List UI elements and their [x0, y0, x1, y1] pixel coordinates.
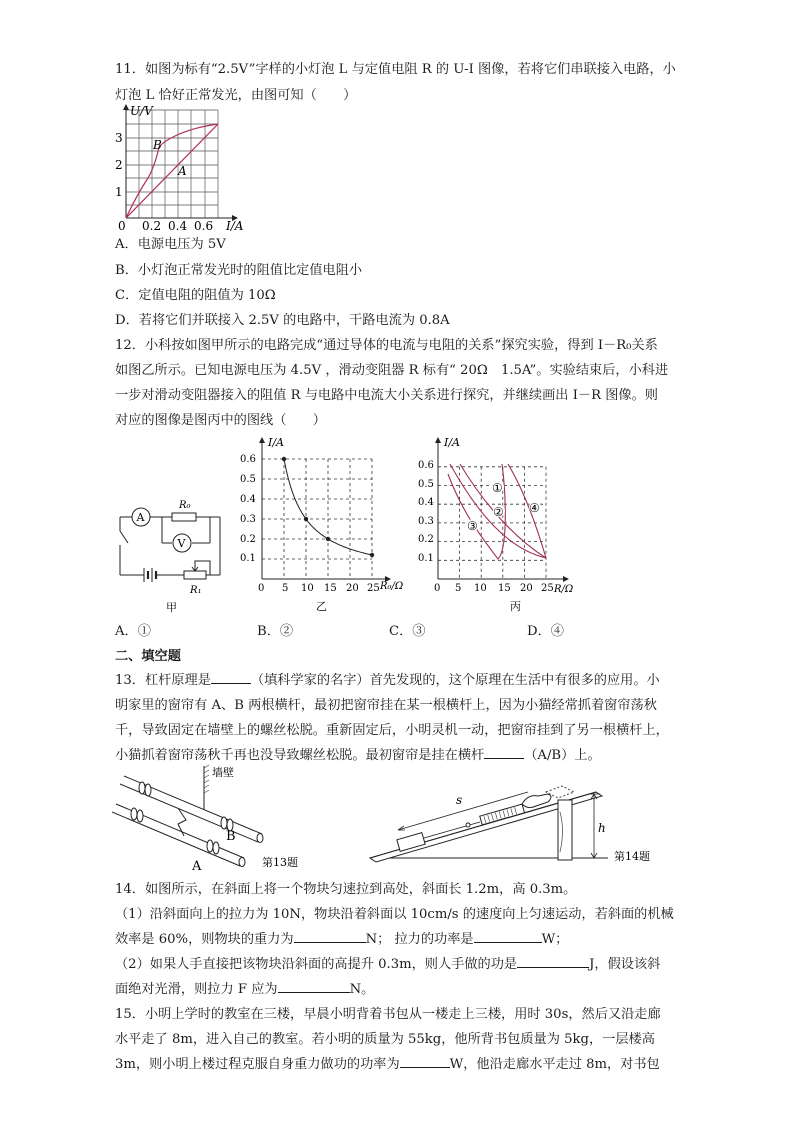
q14-blank-force[interactable]: [278, 978, 350, 993]
q13-line1-pre: 13．杠杆原理是: [115, 673, 211, 688]
q12-yi-x-tick: 15: [324, 583, 337, 594]
q13-rod-b-label: B: [226, 829, 236, 844]
q11-x-tick-06: 0.6: [194, 219, 214, 233]
q12-ammeter-label: A: [136, 511, 145, 524]
q12-yi-point: [326, 537, 330, 541]
q11-option-b: B．小灯泡正常发光时的阻值比定值电阻小: [115, 263, 363, 278]
q14-line3: [115, 928, 568, 947]
q11-stem-line2: 灯泡 L 恰好正常发光，由图可知（ ）: [115, 88, 357, 103]
q12-option-b: B．②: [257, 624, 294, 639]
q12-yi-point: [304, 517, 308, 521]
q14-h-label: h: [598, 821, 606, 835]
q11-y-axis-label: U/V: [130, 104, 153, 118]
q12-yi-x-tick: 10: [301, 583, 314, 594]
q12-stem-line4: 对应的图像是图丙中的图线（ ）: [115, 413, 326, 428]
q13-line3: 千，导致固定在墙壁上的螺丝松脱。重新固定后，小明灵机一动，把窗帘挂到了另一根横杆上，: [115, 723, 669, 738]
q13-wall-label: 墙壁: [212, 766, 234, 779]
q12-bing-x-tick: 25: [541, 583, 554, 594]
q13-line4: [115, 744, 601, 763]
q12-yi-x-tick: 25: [367, 583, 380, 594]
q12-bing-y-tick: 0.3: [418, 516, 434, 527]
q12-voltmeter-label: V: [177, 537, 186, 550]
q12-yi-y-tick: 0.5: [240, 474, 256, 485]
q13-line1-post: （填科学家的名字）首先发现的，这个原理在生活中有很多的应用。小: [250, 673, 660, 688]
q13-line2: 明家里的窗帘有 A、B 两根横杆，最初把窗帘挂在某一根横杆上，因为小猫经常抓着窗帘荡秋: [115, 698, 657, 713]
q14-blank-work[interactable]: [517, 953, 589, 968]
q11-x-tick-02: 0.2: [142, 219, 162, 233]
q14-line2: （1）沿斜面向上的拉力为 10N，物块沿着斜面以 10cm/s 的速度向上匀速运动，若斜面的机械: [115, 907, 674, 922]
q14-line3-pre: 效率是 60%，则物块的重力为: [115, 932, 294, 947]
q14-s-label: s: [456, 793, 463, 807]
q12-caption-bing: 丙: [510, 600, 521, 613]
q12-bing-label-4: ④: [529, 501, 540, 515]
q12-stem-line2: 如图乙所示。已知电源电压为 4.5V ，滑动变阻器 R 标有“ 20Ω 1.5A”。实验结束后，小科进: [115, 363, 669, 378]
q14-line1: 14．如图所示，在斜面上将一个物块匀速拉到高处，斜面长 1.2m，高 0.3m。: [115, 882, 577, 897]
q13-rod-a-label: A: [192, 859, 202, 872]
q12-option-c: C．③: [389, 624, 426, 639]
q15-line3: [115, 1053, 660, 1072]
q14-blank-gravity[interactable]: [294, 928, 366, 943]
q13-rod-b: [120, 776, 263, 843]
q13-curtain-rods-figure: [112, 762, 322, 872]
q12-bing-x-tick: 15: [498, 583, 511, 594]
q14-line3-post: W；: [541, 932, 569, 947]
q12-r0-label: R₀: [179, 500, 191, 511]
q12-option-d: D．④: [527, 624, 564, 639]
q12-yi-y-axis-label: I/A: [268, 436, 284, 449]
q12-bing-y-axis-label: I/A: [444, 436, 460, 449]
q12-yi-y-tick: 0.4: [240, 494, 256, 505]
q11-option-d: D．若将它们并联接入 2.5V 的电路中，干路电流为 0.8A: [115, 313, 450, 328]
q14-blank-power[interactable]: [474, 928, 542, 943]
q12-yi-x-tick: 0: [258, 583, 265, 594]
q12-graph-bing: [418, 434, 598, 614]
q12-option-a: A．①: [115, 624, 151, 639]
q12-yi-y-tick: 0.2: [240, 534, 256, 545]
q15-line3-post: W，他沿走廊水平走过 8m，对书包: [449, 1057, 660, 1072]
q14-hand: [522, 794, 551, 808]
q12-bing-y-tick: 0.1: [418, 553, 434, 564]
q12-bing-y-tick: 0.5: [418, 479, 434, 490]
q12-yi-y-tick: 0.1: [240, 553, 256, 564]
q11-y-tick-2: 2: [115, 158, 123, 172]
q14-line4: [115, 953, 660, 972]
q12-caption-jia: 甲: [166, 601, 177, 614]
q11-x-tick-0: 0: [118, 219, 126, 233]
q15-line3-pre: 3m，则小明上楼过程克服自身重力做功的功率为: [115, 1057, 400, 1072]
q12-yi-x-tick: 20: [346, 583, 359, 594]
q11-x-tick-04: 0.4: [168, 219, 188, 233]
q12-yi-x-tick: 5: [282, 583, 289, 594]
q11-x-axis-label: I/A: [226, 219, 244, 233]
q15-line2: 水平走了 8m，进入自己的教室。若小明的质量为 55kg，他所背书包质量为 5kg，一层楼高: [115, 1032, 655, 1047]
q12-resistor-r0: [172, 513, 196, 521]
q11-y-tick-3: 3: [115, 131, 123, 145]
q11-label-b: B: [153, 138, 162, 152]
q13-figure-caption: 第13题: [262, 856, 298, 869]
q12-battery: [144, 568, 156, 582]
q12-bing-y-tick: 0.2: [418, 534, 434, 545]
q12-bing-label-2: ②: [493, 505, 504, 519]
q12-bing-x-tick: 0: [434, 583, 441, 594]
q11-option-a: A．电源电压为 5V: [115, 237, 226, 252]
q14-line5-post: N。: [349, 982, 375, 997]
q12-yi-y-tick: 0.3: [240, 514, 256, 525]
q13-line4-post: （A/B）上。: [524, 748, 601, 763]
q12-bing-label-3: ③: [467, 519, 478, 533]
q14-figure-caption: 第14题: [614, 850, 650, 863]
q14-line5-pre: 面绝对光滑，则拉力 F 应为: [115, 982, 278, 997]
q12-bing-x-tick: 10: [474, 583, 487, 594]
q14-line4-pre: （2）如果人手直接把该物块沿斜面的高提升 0.3m，则人手做的功是: [115, 957, 518, 972]
q12-stem-line1: 12．小科按如图甲所示的电路完成“通过导体的电流与电阻的关系”探究实验，得到 I－R₀关系: [115, 338, 658, 353]
q14-line5: [115, 978, 374, 997]
q12-yi-y-tick: 0.6: [240, 454, 256, 465]
q12-yi-x-axis-label: R₀/Ω: [380, 581, 404, 592]
q12-stem-line3: 一步对滑动变阻器接入的阻值 R 与电路中电流大小关系进行探究，并继续画出 I－R 图像。则: [115, 388, 658, 403]
q12-caption-yi: 乙: [316, 600, 327, 613]
q12-options: [115, 620, 685, 642]
q12-bing-x-tick: 20: [520, 583, 533, 594]
q12-graph-yi: [240, 434, 415, 614]
q13-blank-bar[interactable]: [484, 744, 524, 759]
q11-label-a: A: [178, 164, 187, 178]
q11-stem-line1: 11．如图为标有“2.5V”字样的小灯泡 L 与定值电阻 R 的 U-I 图像，若将它们串联接入电路，小: [115, 62, 676, 77]
q14-incline-figure: [368, 772, 688, 870]
q12-bing-label-1: ①: [492, 481, 503, 495]
q12-yi-point: [282, 457, 286, 461]
q11-y-tick-1: 1: [115, 185, 123, 199]
q12-yi-point: [370, 553, 374, 557]
q12-bing-x-tick: 5: [455, 583, 462, 594]
q12-circuit-diagram: [112, 495, 237, 615]
q13-line1: [115, 669, 660, 688]
q12-bing-x-axis-label: R/Ω: [554, 584, 574, 595]
q15-line1: 15．小明上学时的教室在三楼，早晨小明背着书包从一楼走上三楼，用时 30s，然后又沿走廊: [115, 1007, 661, 1022]
q14-line4-post: J，假设该斜: [589, 957, 661, 972]
q11-ui-graph: [112, 103, 252, 233]
q12-bing-y-tick: 0.4: [418, 497, 434, 508]
q11-option-c: C．定值电阻的阻值为 10Ω: [115, 288, 276, 303]
q15-blank-power[interactable]: [400, 1053, 450, 1068]
section-title: 二、填空题: [115, 649, 181, 664]
q12-bing-y-tick: 0.6: [418, 460, 434, 471]
q12-rheostat-r1: [184, 571, 206, 579]
q14-line3-mid: N； 拉力的功率是: [365, 932, 474, 947]
q13-blank-scientist[interactable]: [211, 669, 251, 684]
q13-line4-pre: 小猫抓着窗帘荡秋千再也没导致螺丝松脱。最初窗帘是挂在横杆: [115, 748, 485, 763]
q12-r1-label: R₁: [190, 585, 202, 596]
